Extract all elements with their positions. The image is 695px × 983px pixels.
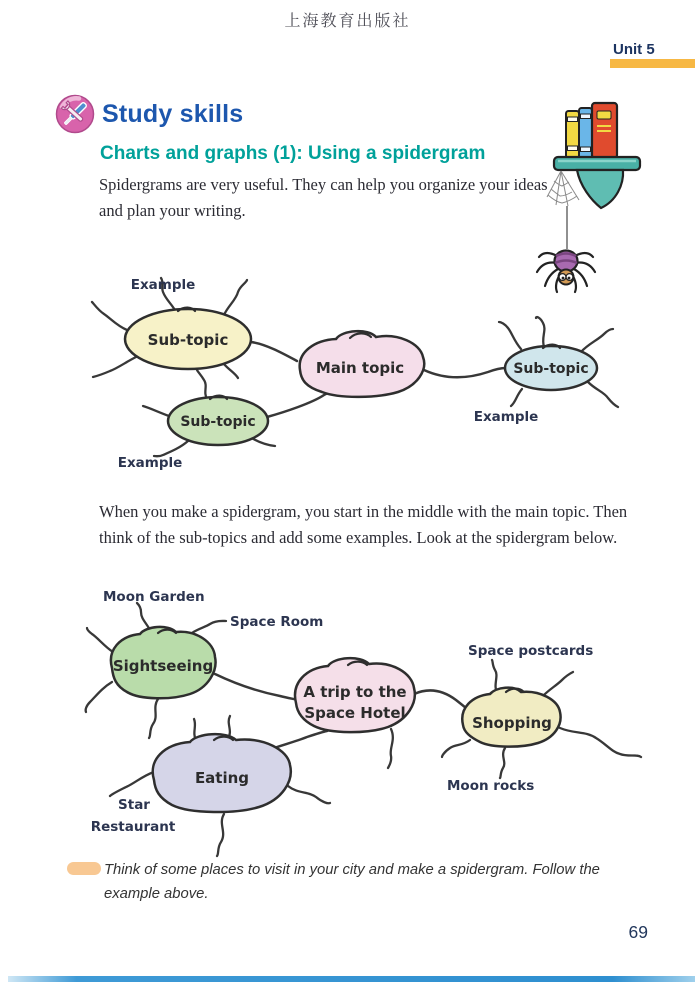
intro-paragraph: Spidergrams are very useful. They can help you organize your ideas and plan your writing.	[99, 175, 548, 221]
shopping-label: Shopping	[472, 714, 552, 732]
study-skills-icon	[55, 94, 95, 134]
unit-label: Unit 5	[613, 41, 655, 58]
exercise-bullet	[67, 862, 101, 875]
subtopic-label-green: Sub-topic	[180, 414, 256, 430]
trip-label-line2: Space Hotel	[304, 704, 406, 722]
explanation-paragraph: When you make a spidergram, you start in the middle with the main topic. Then think of the sub-topics and add some examples. Look at the spidergram below.	[99, 502, 628, 548]
space-room-label: Space Room	[230, 614, 324, 630]
spiderweb-icon	[547, 171, 579, 206]
page-number: 69	[628, 922, 648, 942]
example-label-top: Example	[130, 277, 196, 293]
eating-label: Eating	[194, 769, 250, 787]
subtopic-label-blue: Sub-topic	[513, 361, 589, 377]
example-label-bottom: Example	[117, 455, 183, 471]
publisher-header: 上海教育出版社	[284, 13, 411, 30]
trip-label-line1: A trip to the	[303, 683, 407, 701]
footer-bar	[8, 976, 695, 982]
lesson-subtitle: Charts and graphs (1): Using a spidergram	[100, 143, 486, 164]
star-restaurant-label-line1: Star	[118, 797, 150, 813]
moon-rocks-label: Moon rocks	[447, 778, 535, 794]
exercise-text: Think of some places to visit in your city and make a spidergram. Follow the example above.	[104, 862, 600, 903]
section-header	[55, 94, 243, 134]
example-label-right: Example	[473, 409, 539, 425]
star-restaurant-label-line2: Restaurant	[90, 819, 176, 835]
space-postcards-label: Space postcards	[468, 643, 594, 659]
section-title: Study skills	[102, 99, 244, 128]
unit-bar	[610, 59, 695, 68]
subtopic-label-yellow: Sub-topic	[147, 331, 229, 349]
books-icon	[566, 103, 617, 158]
main-topic-label: Main topic	[315, 359, 405, 377]
spidergram-space-hotel	[0, 575, 695, 865]
spidergram-generic	[0, 255, 695, 490]
sightseeing-label: Sightseeing	[112, 657, 214, 675]
moon-garden-label: Moon Garden	[103, 589, 205, 605]
